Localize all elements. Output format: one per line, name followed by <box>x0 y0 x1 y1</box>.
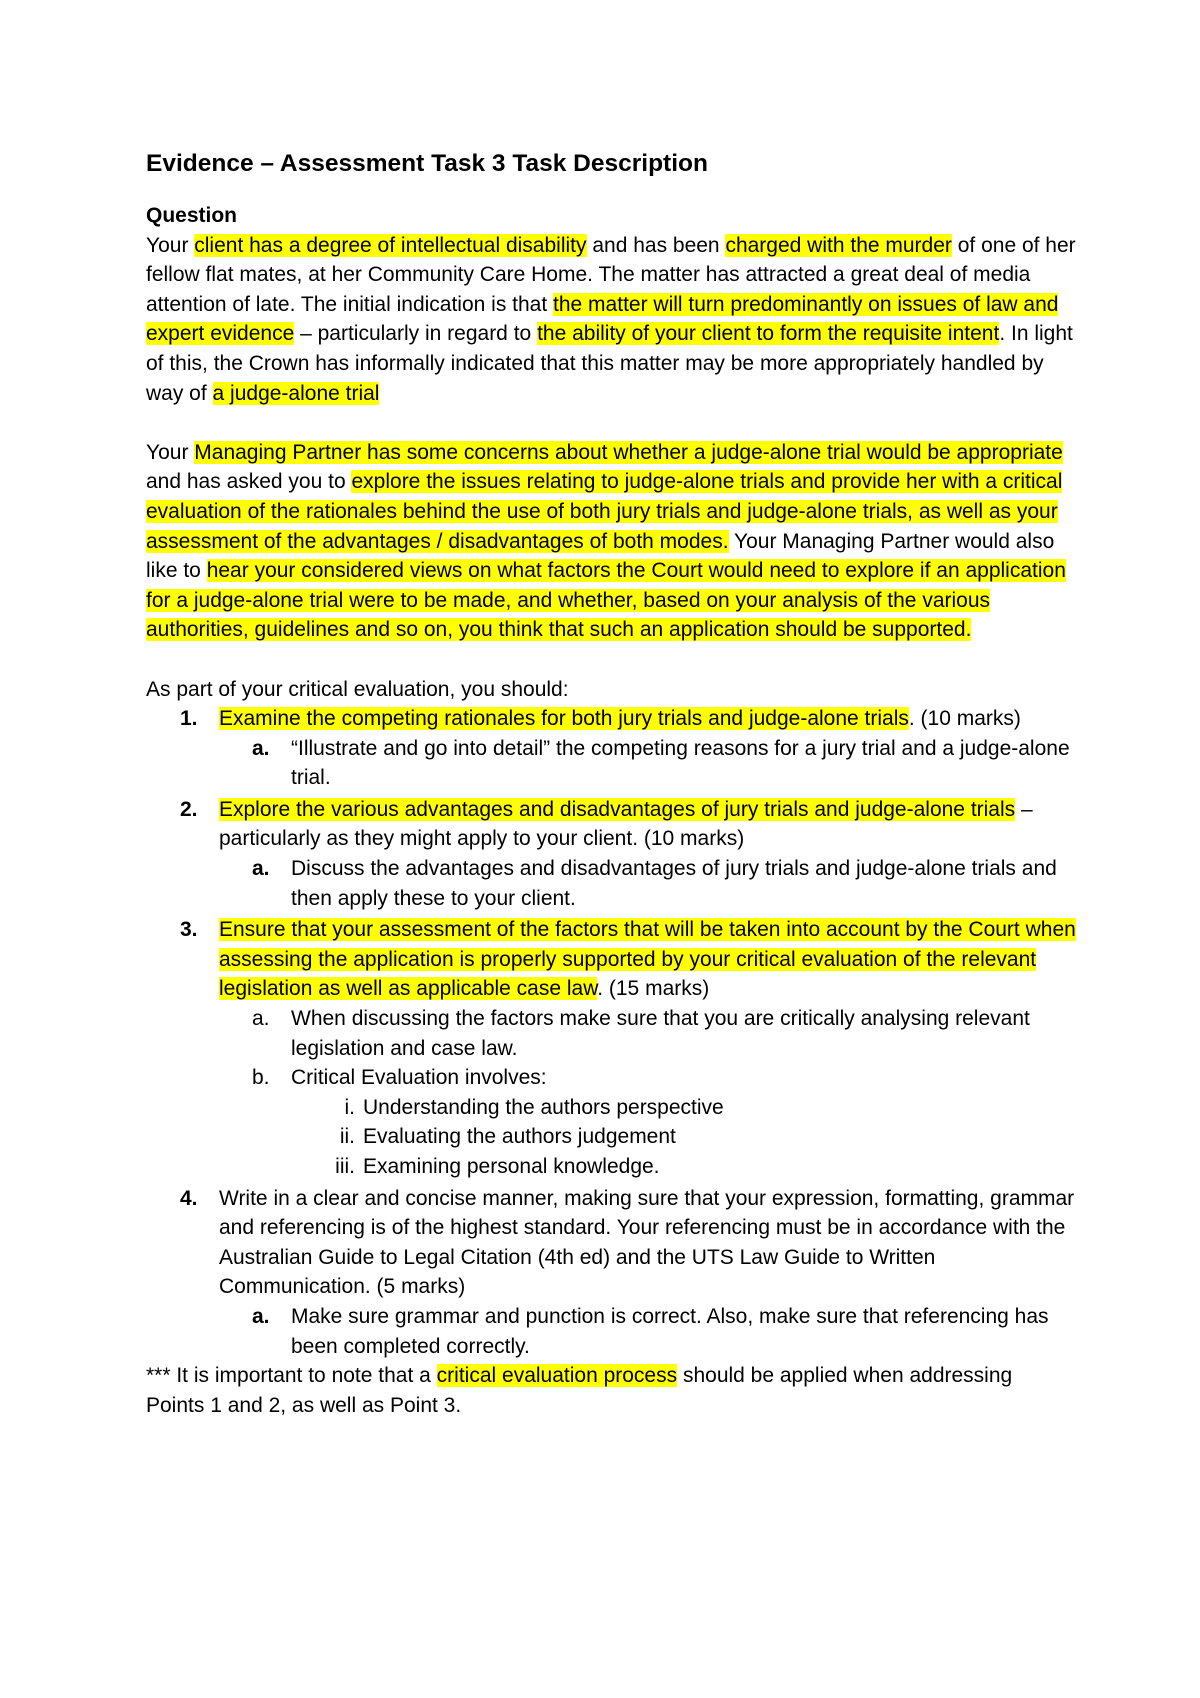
sub-item-text: Make sure grammar and punction is correct. Also, make sure that referencing has been completed correctly. <box>291 1304 1049 1358</box>
sub-list <box>219 854 1076 913</box>
task-item-text <box>219 915 1076 1004</box>
highlighted-text: the matter will turn predominantly on issues of law and expert evidence <box>146 292 1059 346</box>
sub-sub-item <box>291 1152 1076 1182</box>
sub-list <box>219 1004 1076 1182</box>
body-text: of one of her fellow flat mates, at her Community Care Home. The matter has attracted a great deal of media attention of late. The initial indication is that <box>146 233 1076 316</box>
sub-item-text: Discuss the advantages and disadvantages of jury trials and judge-alone trials and then apply these to your client. <box>291 857 1057 910</box>
sub-sub-item-text: Evaluating the authors judgement <box>363 1125 676 1149</box>
task-item <box>146 1184 1076 1362</box>
body-text: Your <box>146 440 195 464</box>
question-paragraph-2 <box>146 438 1076 645</box>
sub-item-text: When discussing the factors make sure that you are critically analysing relevant legislation and case law. <box>291 1007 1030 1060</box>
sub-item-text: Critical Evaluation involves: <box>291 1066 547 1090</box>
body-text: Write in a clear and concise manner, making sure that your expression, formatting, grammar and referencing is of the highest standard. Your referencing must be in accordance with the Australian Guide to Legal Citation (4th ed) and the UTS Law Guide to Written Communication. (5 marks) <box>219 1186 1075 1299</box>
sub-sub-item-numeral: iii. <box>335 1155 355 1178</box>
task-item-text <box>219 704 1076 734</box>
task-item-text <box>219 795 1076 854</box>
question-intro: As part of your critical evaluation, you should: <box>146 677 569 701</box>
task-item <box>146 915 1076 1181</box>
document-title: Evidence – Assessment Task 3 Task Description <box>146 150 708 177</box>
body-text: . (15 marks) <box>597 977 710 1001</box>
task-item <box>146 704 1076 793</box>
highlighted-text: critical evaluation process <box>436 1364 678 1388</box>
task-item-number: 3. <box>180 918 198 942</box>
task-item-text <box>219 1184 1076 1302</box>
body-text: and has asked you to <box>146 470 352 494</box>
sub-item-letter: a. <box>252 1304 270 1328</box>
task-item-number: 1. <box>180 707 198 731</box>
task-item-number: 2. <box>180 797 198 821</box>
sub-sub-item-text: Examining personal knowledge. <box>363 1155 660 1178</box>
highlighted-text: charged with the murder <box>725 233 952 257</box>
sub-item-letter: a. <box>252 736 270 760</box>
body-text: . In light of this, the Crown has informally indicated that this matter may be more appropriately handled by way of <box>146 322 1073 405</box>
sub-list <box>219 1302 1076 1361</box>
sub-item <box>219 1302 1076 1361</box>
sub-sub-list <box>291 1093 1076 1182</box>
body-text: Your Managing Partner would also like to <box>146 529 1055 583</box>
sub-item-letter: b. <box>252 1066 270 1090</box>
body-text: and has been <box>586 233 726 257</box>
body-text: *** It is important to note that a <box>146 1364 437 1388</box>
body-text: – particularly in regard to <box>294 322 538 346</box>
sub-sub-item <box>291 1122 1076 1152</box>
highlighted-text: client has a degree of intellectual disability <box>194 233 587 257</box>
sub-item <box>219 1004 1076 1063</box>
sub-list <box>219 734 1076 793</box>
sub-item-letter: a. <box>252 857 270 881</box>
highlighted-text: Managing Partner has some concerns about whether a judge-alone trial would be appropriate <box>194 440 1063 464</box>
highlighted-text: explore the issues relating to judge-alone trials and provide her with a critical evaluation of the rationales behind the use of both jury trials and judge-alone trials, as well as your assessment of the advantages / disadvantages of both modes. <box>146 470 1063 553</box>
highlighted-text: Examine the competing rationales for both jury trials and judge-alone trials <box>219 707 909 731</box>
sub-sub-item <box>291 1093 1076 1123</box>
highlighted-text: Explore the various advantages and disadvantages of jury trials and judge-alone trials <box>219 797 1016 821</box>
body-text: should be applied when addressing Points 1 and 2, as well as Point 3. <box>146 1364 1013 1417</box>
sub-item-letter: a. <box>252 1007 270 1031</box>
sub-sub-item-text: Understanding the authors perspective <box>363 1095 724 1119</box>
sub-item <box>219 854 1076 913</box>
sub-item <box>219 1063 1076 1181</box>
sub-item <box>219 734 1076 793</box>
task-item-number: 4. <box>180 1186 198 1210</box>
question-label: Question <box>146 204 238 227</box>
sub-sub-item-numeral: ii. <box>339 1125 355 1149</box>
closing-note <box>146 1361 1076 1420</box>
highlighted-text: hear your considered views on what factors the Court would need to explore if an application for a judge-alone trial were to be made, and whether, based on your analysis of the various authorities, guidelines and so on, you think that such an application should be supported. <box>146 559 1066 642</box>
question-paragraph-1 <box>146 231 1076 409</box>
document-body <box>146 146 1076 1420</box>
highlighted-text: Ensure that your assessment of the factors that will be taken into account by the Court when assessing the application is properly supported by your critical evaluation of the relevant legislation as well as applicable case law <box>219 918 1076 1001</box>
body-text: Your <box>146 233 195 257</box>
body-text: – particularly as they might apply to your client. (10 marks) <box>219 797 1033 851</box>
task-list <box>146 704 1076 1361</box>
highlighted-text: the ability of your client to form the requisite intent <box>537 322 1000 346</box>
task-item <box>146 795 1076 913</box>
sub-sub-item-numeral: i. <box>344 1095 355 1119</box>
body-text: . (10 marks) <box>908 707 1021 731</box>
highlighted-text: a judge-alone trial <box>212 381 380 405</box>
sub-item-text: “Illustrate and go into detail” the competing reasons for a jury trial and a judge-alone trial. <box>291 736 1070 790</box>
